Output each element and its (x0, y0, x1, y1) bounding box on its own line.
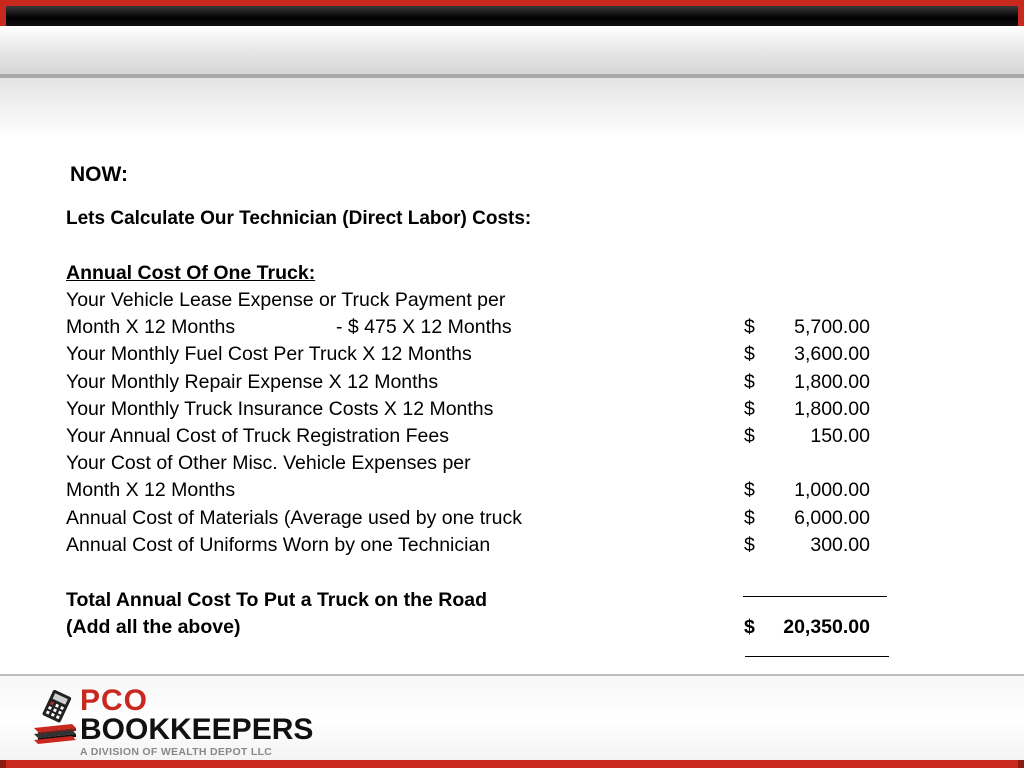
cost-row (66, 450, 946, 477)
total-row-line1 (66, 587, 946, 614)
row-amount: 5,700.00 (794, 316, 870, 339)
page-title: Lets Calculate Our Technician (Direct Labor) Costs: (66, 208, 532, 229)
cost-row (66, 314, 946, 341)
logo-text-pco: PCO (80, 684, 149, 717)
cost-row (66, 532, 946, 559)
row-label: Your Monthly Repair Expense X 12 Months (66, 370, 439, 393)
now-heading: NOW: (70, 163, 128, 186)
row-amount: 1,000.00 (794, 479, 870, 502)
company-logo (32, 686, 332, 758)
total-label-line2: (Add all the above) (66, 616, 241, 638)
cost-row (66, 287, 946, 314)
section-title: Annual Cost Of One Truck: (66, 262, 316, 284)
cost-row (66, 396, 946, 423)
row-label: Annual Cost of Uniforms Worn by one Technician (66, 533, 491, 556)
row-currency: $ (744, 506, 755, 529)
cost-row (66, 369, 946, 396)
cost-row (66, 423, 946, 450)
row-amount: 1,800.00 (794, 397, 870, 420)
row-currency: $ (744, 343, 755, 366)
cost-row (66, 341, 946, 368)
row-currency: $ (744, 397, 755, 420)
row-amount: 3,600.00 (794, 343, 870, 366)
total-row-line2 (66, 614, 946, 641)
calculator-books-icon (32, 690, 78, 746)
row-amount: 1,800.00 (794, 370, 870, 393)
row-currency: $ (744, 316, 755, 339)
total-amount: 20,350.00 (783, 616, 870, 638)
logo-text-division: A DIVISION OF WEALTH DEPOT LLC (80, 746, 273, 758)
row-label: Your Annual Cost of Truck Registration Fees (66, 425, 449, 447)
row-label: Your Vehicle Lease Expense or Truck Payment per (66, 289, 506, 311)
header-black-bar (0, 6, 1024, 26)
row-label: Annual Cost of Materials (Average used by one truck (66, 506, 522, 529)
row-currency: $ (744, 370, 755, 393)
row-label: Month X 12 Months (66, 316, 236, 339)
total-currency: $ (744, 616, 755, 638)
logo-text-bookkeepers: BOOKKEEPERS (80, 713, 314, 746)
row-label: Month X 12 Months (66, 479, 236, 502)
row-amount: 300.00 (810, 533, 870, 556)
footer-red-stripe (0, 760, 1024, 768)
total-rule (745, 656, 889, 657)
row-label: Your Monthly Fuel Cost Per Truck X 12 Months (66, 343, 472, 366)
cost-row (66, 477, 946, 504)
row-amount: 150.00 (810, 425, 870, 447)
cost-row (66, 505, 946, 532)
row-label: Your Monthly Truck Insurance Costs X 12 Months (66, 397, 494, 420)
row-currency: $ (744, 479, 755, 502)
section-title-row (66, 260, 946, 287)
row-detail: - $ 475 X 12 Months (336, 316, 512, 339)
total-label-line1: Total Annual Cost To Put a Truck on the Road (66, 589, 488, 611)
header-gray-band (0, 26, 1024, 74)
row-amount: 6,000.00 (794, 506, 870, 529)
row-currency: $ (744, 533, 755, 556)
row-currency: $ (744, 425, 755, 447)
row-label: Your Cost of Other Misc. Vehicle Expenses per (66, 452, 471, 475)
header-fade (0, 78, 1024, 138)
